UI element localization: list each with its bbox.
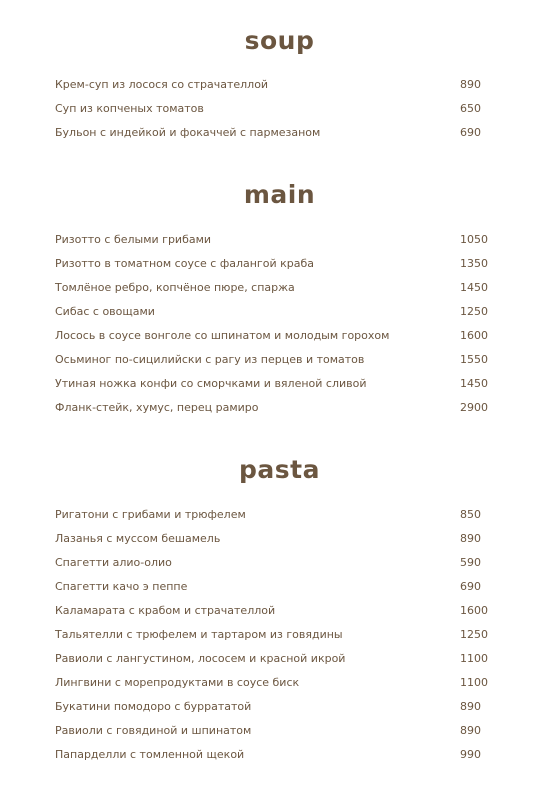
menu-item <box>55 327 495 345</box>
item-name: Лазанья с муссом бешамель <box>55 532 221 545</box>
item-name: Сибас с овощами <box>55 305 155 318</box>
item-price: 1600 <box>460 604 488 617</box>
item-name: Спагетти качо э пеппе <box>55 580 188 593</box>
item-price: 1100 <box>460 676 488 689</box>
section-title-soup: soup <box>244 26 315 55</box>
item-price: 690 <box>460 126 481 139</box>
item-price: 1550 <box>460 353 488 366</box>
menu-item <box>55 76 495 94</box>
item-name: Осьминог по-сицилийски с рагу из перцев и томатов <box>55 353 365 366</box>
item-price: 1250 <box>460 305 488 318</box>
section-title-pasta: pasta <box>239 455 320 484</box>
item-price: 650 <box>460 102 481 115</box>
item-price: 890 <box>460 700 481 713</box>
item-price: 590 <box>460 556 481 569</box>
menu-item <box>55 626 495 644</box>
menu-item <box>55 674 495 692</box>
item-price: 690 <box>460 580 481 593</box>
item-name: Спагетти алио-олио <box>55 556 172 569</box>
item-name: Папарделли с томленной щекой <box>55 748 245 761</box>
item-price: 990 <box>460 748 481 761</box>
menu-item <box>55 698 495 716</box>
menu-item <box>55 650 495 668</box>
item-name: Лингвини с морепродуктами в соусе биск <box>55 676 300 689</box>
menu-item <box>55 554 495 572</box>
item-price: 1100 <box>460 652 488 665</box>
item-name: Букатини помодоро с буррататой <box>55 700 252 713</box>
menu-item <box>55 399 495 417</box>
menu-item <box>55 351 495 369</box>
item-name: Ризотто с белыми грибами <box>55 233 212 246</box>
menu-item <box>55 530 495 548</box>
item-name: Равиоли с говядиной и шпинатом <box>55 724 252 737</box>
item-price: 890 <box>460 78 481 91</box>
item-price: 890 <box>460 532 481 545</box>
item-name: Ризотто в томатном соусе с фалангой краба <box>55 257 314 270</box>
item-name: Бульон с индейкой и фокаччей с пармезаном <box>55 126 321 139</box>
item-price: 1450 <box>460 281 488 294</box>
item-name: Равиоли с лангустином, лососем и красной икрой <box>55 652 346 665</box>
item-name: Ригатони с грибами и трюфелем <box>55 508 246 521</box>
item-price: 890 <box>460 724 481 737</box>
menu-item <box>55 722 495 740</box>
item-price: 1600 <box>460 329 488 342</box>
menu-item <box>55 375 495 393</box>
menu-item <box>55 231 495 249</box>
item-name: Томлёное ребро, копчёное пюре, спаржа <box>55 281 295 294</box>
menu-item <box>55 602 495 620</box>
menu-item <box>55 124 495 142</box>
menu-item <box>55 578 495 596</box>
item-price: 850 <box>460 508 481 521</box>
item-name: Фланк-стейк, хумус, перец рамиро <box>55 401 259 414</box>
item-name: Крем-суп из лосося со страчателлой <box>55 78 269 91</box>
menu-item <box>55 506 495 524</box>
menu-item <box>55 255 495 273</box>
item-name: Утиная ножка конфи со сморчками и вяленой сливой <box>55 377 367 390</box>
menu-item <box>55 746 495 764</box>
item-name: Каламарата с крабом и страчателлой <box>55 604 276 617</box>
item-price: 1450 <box>460 377 488 390</box>
item-name: Суп из копченых томатов <box>55 102 204 115</box>
menu-item <box>55 303 495 321</box>
item-name: Тальятелли с трюфелем и тартаром из говядины <box>55 628 343 641</box>
item-name: Лосось в соусе вонголе со шпинатом и молодым горохом <box>55 329 390 342</box>
item-price: 2900 <box>460 401 488 414</box>
item-price: 1350 <box>460 257 488 270</box>
item-price: 1050 <box>460 233 488 246</box>
menu-item <box>55 100 495 118</box>
item-price: 1250 <box>460 628 488 641</box>
menu-item <box>55 279 495 297</box>
section-title-main: main <box>243 180 316 209</box>
